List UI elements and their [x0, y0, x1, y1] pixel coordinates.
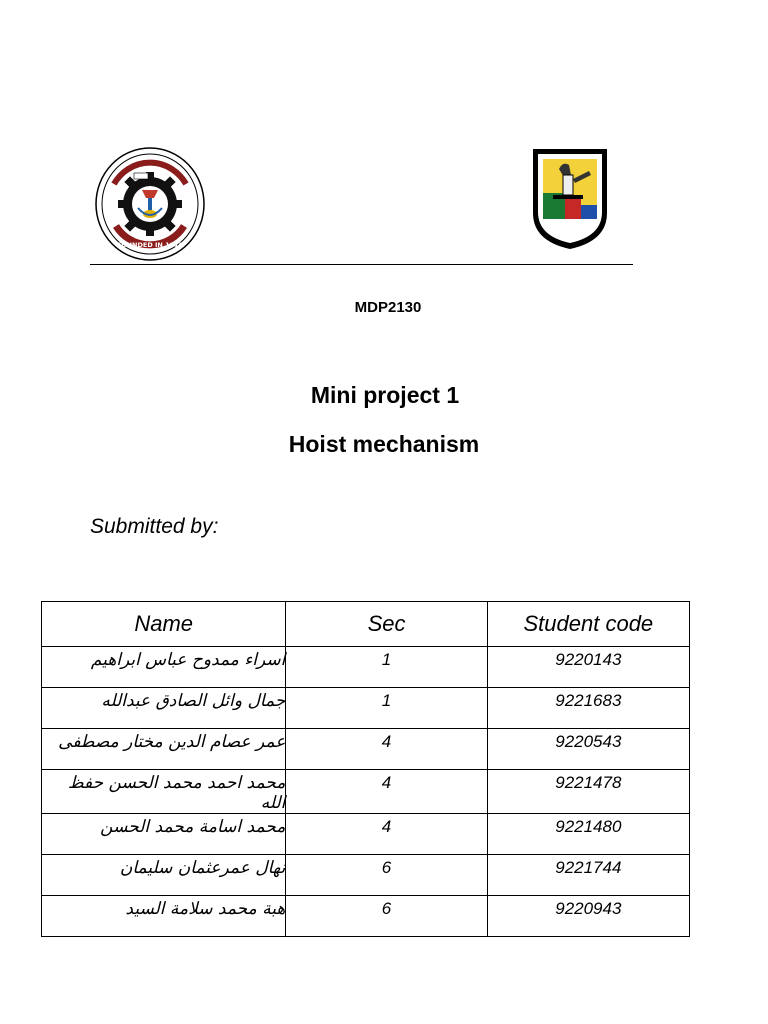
student-sec: 4 [286, 770, 487, 814]
student-name: محمد احمد محمد الحسن حفظ الله [42, 770, 286, 814]
student-sec: 6 [286, 896, 487, 937]
table-row [42, 855, 690, 896]
faculty-of-engineering-logo-icon [94, 146, 206, 262]
project-subtitle: Hoist mechanism [288, 431, 480, 457]
table-row [42, 688, 690, 729]
course-code: MDP2130 [354, 299, 422, 316]
student-code: 9220143 [487, 647, 689, 688]
student-sec: 4 [286, 814, 487, 855]
svg-text:FOUNDED IN 1816: FOUNDED IN 1816 [116, 241, 184, 249]
name-column-header: Name [42, 602, 286, 647]
student-code: 9221480 [487, 814, 689, 855]
students-table [41, 601, 690, 937]
student-name: نهال عمرعثمان سليمان [42, 855, 286, 896]
table-row [42, 647, 690, 688]
student-name: اسراء ممدوح عباس ابراهيم [42, 647, 286, 688]
student-sec: 1 [286, 688, 487, 729]
header-divider [90, 264, 633, 265]
submitted-by-label: Submitted by: [90, 515, 219, 538]
student-sec: 1 [286, 647, 487, 688]
table-row [42, 770, 690, 814]
table-row [42, 896, 690, 937]
student-name: محمد اسامة محمد الحسن [42, 814, 286, 855]
student-name: جمال وائل الصادق عبدالله [42, 688, 286, 729]
table-row [42, 729, 690, 770]
table-header-row [42, 602, 690, 647]
sec-column-header: Sec [286, 602, 487, 647]
student-code: 9220943 [487, 896, 689, 937]
student-code: 9221478 [487, 770, 689, 814]
student-code: 9221683 [487, 688, 689, 729]
student-name: هبة محمد سلامة السيد [42, 896, 286, 937]
student-sec: 6 [286, 855, 487, 896]
cairo-university-logo-icon [529, 145, 611, 251]
table-row [42, 814, 690, 855]
project-title: Mini project 1 [310, 382, 460, 408]
student-code: 9221744 [487, 855, 689, 896]
student-code-column-header: Student code [487, 602, 689, 647]
student-code: 9220543 [487, 729, 689, 770]
student-sec: 4 [286, 729, 487, 770]
student-name: عمر عصام الدين مختار مصطفى [42, 729, 286, 770]
